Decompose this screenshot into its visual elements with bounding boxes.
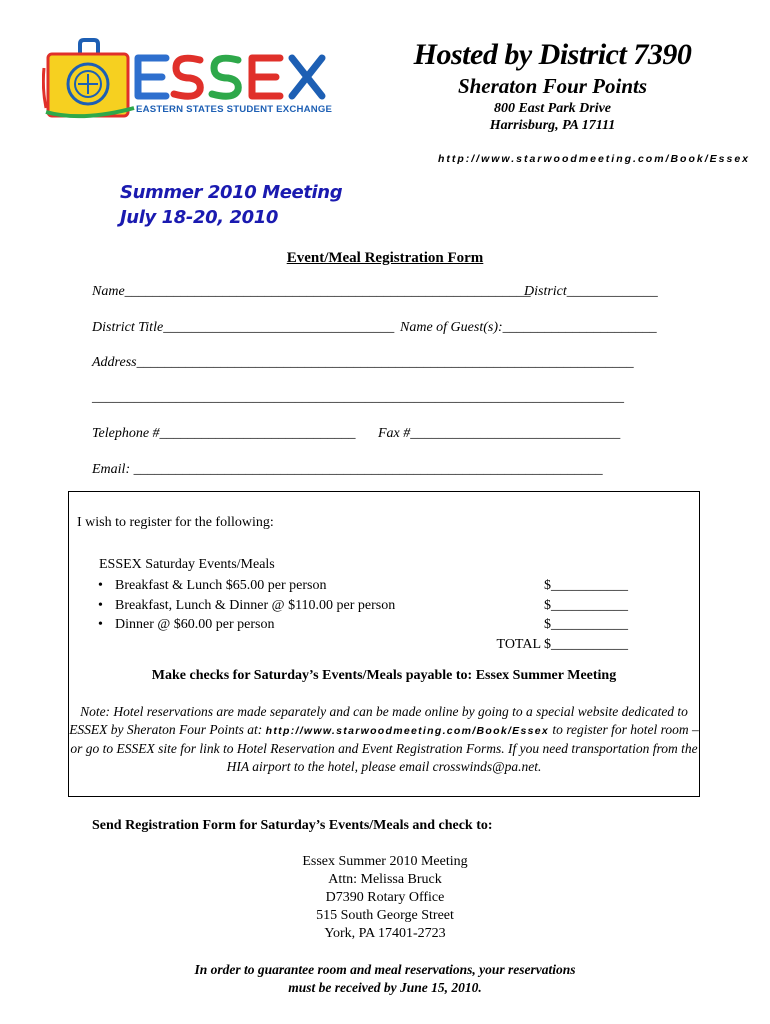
meal-options-list <box>92 576 395 635</box>
meal-option-label: Breakfast, Lunch & Dinner @ $110.00 per person <box>115 597 396 613</box>
meal-option-label: Dinner @ $60.00 per person <box>115 617 275 632</box>
hotel-note <box>68 703 700 776</box>
guests-field[interactable]: Name of Guest(s):______________________ <box>400 320 657 335</box>
name-label: Name <box>92 284 125 299</box>
meal-option-dinner <box>92 615 395 635</box>
deadline-notice <box>0 961 770 997</box>
email-field[interactable]: Email: ___________________________________________________________________ <box>92 462 603 477</box>
venue-address-line1: 800 East Park Drive <box>493 101 612 116</box>
venue-address-line2: Harrisburg, PA 17111 <box>489 118 616 133</box>
telephone-label: Telephone # <box>92 426 160 441</box>
mailing-address-line: D7390 Rotary Office <box>325 890 445 905</box>
deadline-line1: In order to guarantee room and meal reservations, your reservations <box>194 962 576 977</box>
meeting-info <box>120 180 342 230</box>
hotel-note-part2: to register for hotel room – or go to ESSEX site for link to Hotel Reservation and Event Registration Forms. If you need transportation from the HIA airport to the hotel, please email crosswinds@pa.net. <box>70 722 699 774</box>
form-title: Event/Meal Registration Form <box>286 250 484 266</box>
mailing-address-line: Attn: Melissa Bruck <box>328 872 442 887</box>
essex-logo <box>42 38 342 130</box>
fax-field[interactable]: Fax #______________________________ <box>378 426 621 441</box>
suitcase-logo-graphic <box>42 38 342 130</box>
registration-intro: I wish to register for the following: <box>77 515 274 530</box>
address-line2-field[interactable]: ____________________________________________________________________________ <box>92 390 624 405</box>
mailing-address <box>0 853 770 943</box>
meal-option-breakfast-lunch <box>92 576 395 596</box>
mailing-address-line: 515 South George Street <box>316 908 454 923</box>
address-field[interactable]: Address_______________________________________________________________________ <box>92 355 634 370</box>
name-field[interactable]: Name__________________________________________________________ <box>92 284 531 299</box>
district-title-label: District Title <box>92 320 164 335</box>
venue-address <box>360 100 745 134</box>
email-label: Email: <box>92 462 131 477</box>
district-title-field[interactable]: District Title_________________________________ <box>92 320 395 335</box>
meeting-name: Summer 2010 Meeting <box>120 182 343 203</box>
send-heading: Send Registration Form for Saturday’s Events/Meals and check to: <box>92 818 493 833</box>
total-amount[interactable]: TOTAL $___________ <box>496 636 628 652</box>
meeting-dates: July 18-20, 2010 <box>120 207 279 228</box>
amount-dinner[interactable]: $___________ <box>544 617 628 632</box>
hotel-reservation-link[interactable]: http://www.starwoodmeeting.com/Book/Essex <box>265 725 550 737</box>
amount-breakfast-lunch[interactable]: $___________ <box>544 578 628 593</box>
events-section-title: ESSEX Saturday Events/Meals <box>99 557 275 572</box>
amount-breakfast-lunch-dinner[interactable]: $___________ <box>544 597 628 613</box>
mailing-address-line: Essex Summer 2010 Meeting <box>302 854 468 869</box>
hotel-note-part1: Note: Hotel reservations are made separately and can be made online by going to a special website dedicated to ESSEX by Sheraton Four Points at: <box>69 704 688 737</box>
mailing-address-line: York, PA 17401-2723 <box>324 926 446 941</box>
venue-name: Sheraton Four Points <box>457 74 648 98</box>
checks-payable-note: Make checks for Saturday’s Events/Meals payable to: Essex Summer Meeting <box>151 668 617 683</box>
telephone-field[interactable]: Telephone #____________________________ <box>92 426 356 441</box>
meal-option-label: Breakfast & Lunch $65.00 per person <box>115 578 327 593</box>
address-label: Address <box>92 355 137 370</box>
deadline-line2: must be received by June 15, 2010. <box>288 980 482 995</box>
district-field[interactable]: District_____________ <box>524 284 658 299</box>
meal-option-breakfast-lunch-dinner <box>92 596 395 616</box>
host-title: Hosted by District 7390 <box>413 38 692 71</box>
district-label: District <box>524 284 567 299</box>
fax-label: Fax # <box>378 426 411 441</box>
logo-subtitle: EASTERN STATES STUDENT EXCHANGE <box>136 104 333 115</box>
header-url-link[interactable]: http://www.starwoodmeeting.com/Book/Essex <box>437 153 750 165</box>
guests-label: Name of Guest(s): <box>400 320 503 335</box>
